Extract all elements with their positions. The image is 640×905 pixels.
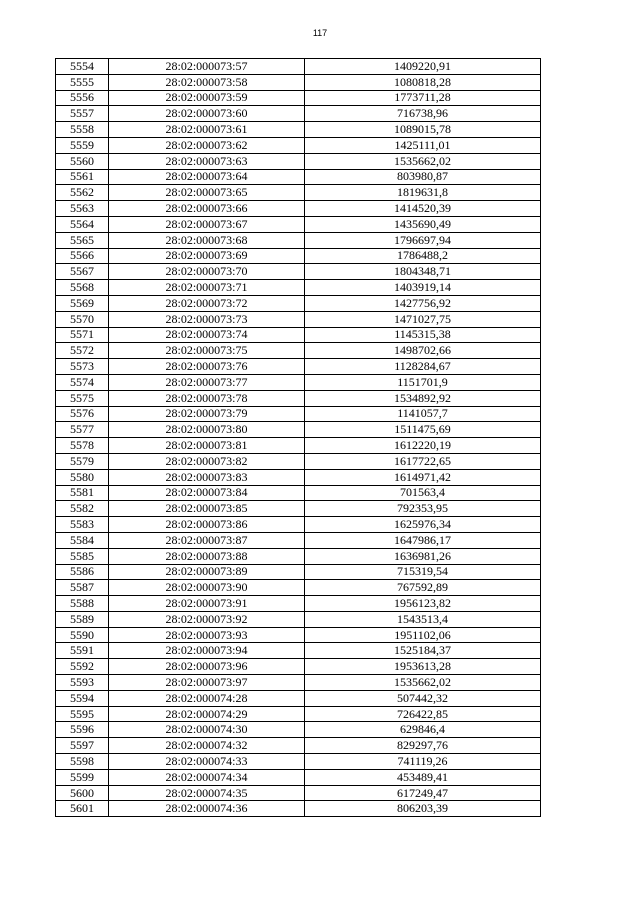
table-row bbox=[56, 201, 541, 217]
value-cell: 1089015,78 bbox=[305, 122, 541, 138]
cadastral-number-cell: 28:02:000073:84 bbox=[109, 485, 305, 501]
table-row bbox=[56, 722, 541, 738]
value-cell: 617249,47 bbox=[305, 785, 541, 801]
value-cell: 1804348,71 bbox=[305, 264, 541, 280]
table-row bbox=[56, 485, 541, 501]
row-number-cell: 5558 bbox=[56, 122, 109, 138]
table-row bbox=[56, 106, 541, 122]
row-number-cell: 5582 bbox=[56, 501, 109, 517]
row-number-cell: 5596 bbox=[56, 722, 109, 738]
value-cell: 1636981,26 bbox=[305, 548, 541, 564]
row-number-cell: 5600 bbox=[56, 785, 109, 801]
cadastral-number-cell: 28:02:000073:67 bbox=[109, 216, 305, 232]
cadastral-number-cell: 28:02:000073:78 bbox=[109, 390, 305, 406]
cadastral-number-cell: 28:02:000073:75 bbox=[109, 343, 305, 359]
cadastral-number-cell: 28:02:000073:61 bbox=[109, 122, 305, 138]
table-row bbox=[56, 801, 541, 817]
value-cell: 829297,76 bbox=[305, 738, 541, 754]
table-row bbox=[56, 754, 541, 770]
table-row bbox=[56, 738, 541, 754]
row-number-cell: 5581 bbox=[56, 485, 109, 501]
row-number-cell: 5570 bbox=[56, 311, 109, 327]
value-cell: 1128284,67 bbox=[305, 359, 541, 375]
table-row bbox=[56, 564, 541, 580]
cadastral-number-cell: 28:02:000074:34 bbox=[109, 769, 305, 785]
cadastral-number-cell: 28:02:000073:58 bbox=[109, 74, 305, 90]
row-number-cell: 5567 bbox=[56, 264, 109, 280]
cadastral-number-cell: 28:02:000074:33 bbox=[109, 754, 305, 770]
cadastral-number-cell: 28:02:000074:36 bbox=[109, 801, 305, 817]
table-row bbox=[56, 137, 541, 153]
value-cell: 803980,87 bbox=[305, 169, 541, 185]
cadastral-number-cell: 28:02:000073:68 bbox=[109, 232, 305, 248]
value-cell: 629846,4 bbox=[305, 722, 541, 738]
value-cell: 1953613,28 bbox=[305, 659, 541, 675]
row-number-cell: 5576 bbox=[56, 406, 109, 422]
row-number-cell: 5569 bbox=[56, 295, 109, 311]
cadastral-number-cell: 28:02:000073:72 bbox=[109, 295, 305, 311]
row-number-cell: 5590 bbox=[56, 627, 109, 643]
cadastral-number-cell: 28:02:000073:86 bbox=[109, 517, 305, 533]
value-cell: 1498702,66 bbox=[305, 343, 541, 359]
row-number-cell: 5571 bbox=[56, 327, 109, 343]
row-number-cell: 5562 bbox=[56, 185, 109, 201]
table-row bbox=[56, 374, 541, 390]
value-cell: 1786488,2 bbox=[305, 248, 541, 264]
row-number-cell: 5585 bbox=[56, 548, 109, 564]
table-row bbox=[56, 264, 541, 280]
table-row bbox=[56, 453, 541, 469]
table-row bbox=[56, 501, 541, 517]
row-number-cell: 5563 bbox=[56, 201, 109, 217]
table-row bbox=[56, 122, 541, 138]
value-cell: 1535662,02 bbox=[305, 153, 541, 169]
value-cell: 507442,32 bbox=[305, 690, 541, 706]
table-row bbox=[56, 295, 541, 311]
value-cell: 741119,26 bbox=[305, 754, 541, 770]
value-cell: 1951102,06 bbox=[305, 627, 541, 643]
cadastral-number-cell: 28:02:000073:87 bbox=[109, 532, 305, 548]
cadastral-number-cell: 28:02:000073:93 bbox=[109, 627, 305, 643]
value-cell: 1773711,28 bbox=[305, 90, 541, 106]
row-number-cell: 5586 bbox=[56, 564, 109, 580]
cadastral-number-cell: 28:02:000073:79 bbox=[109, 406, 305, 422]
cadastral-number-cell: 28:02:000073:59 bbox=[109, 90, 305, 106]
value-cell: 1403919,14 bbox=[305, 280, 541, 296]
row-number-cell: 5556 bbox=[56, 90, 109, 106]
cadastral-number-cell: 28:02:000073:62 bbox=[109, 137, 305, 153]
value-cell: 1535662,02 bbox=[305, 675, 541, 691]
table-row bbox=[56, 675, 541, 691]
row-number-cell: 5593 bbox=[56, 675, 109, 691]
value-cell: 1625976,34 bbox=[305, 517, 541, 533]
data-table bbox=[55, 58, 541, 817]
value-cell: 1471027,75 bbox=[305, 311, 541, 327]
value-cell: 1427756,92 bbox=[305, 295, 541, 311]
row-number-cell: 5583 bbox=[56, 517, 109, 533]
cadastral-number-cell: 28:02:000073:70 bbox=[109, 264, 305, 280]
table-row bbox=[56, 627, 541, 643]
row-number-cell: 5588 bbox=[56, 596, 109, 612]
row-number-cell: 5591 bbox=[56, 643, 109, 659]
row-number-cell: 5599 bbox=[56, 769, 109, 785]
cadastral-number-cell: 28:02:000073:65 bbox=[109, 185, 305, 201]
value-cell: 715319,54 bbox=[305, 564, 541, 580]
page-number: 117 bbox=[312, 28, 328, 38]
row-number-cell: 5580 bbox=[56, 469, 109, 485]
row-number-cell: 5597 bbox=[56, 738, 109, 754]
value-cell: 792353,95 bbox=[305, 501, 541, 517]
cadastral-number-cell: 28:02:000073:91 bbox=[109, 596, 305, 612]
table-row bbox=[56, 232, 541, 248]
value-cell: 716738,96 bbox=[305, 106, 541, 122]
cadastral-number-cell: 28:02:000073:90 bbox=[109, 580, 305, 596]
table-row bbox=[56, 706, 541, 722]
table-body bbox=[56, 59, 541, 817]
value-cell: 1543513,4 bbox=[305, 611, 541, 627]
row-number-cell: 5578 bbox=[56, 438, 109, 454]
row-number-cell: 5572 bbox=[56, 343, 109, 359]
value-cell: 726422,85 bbox=[305, 706, 541, 722]
row-number-cell: 5565 bbox=[56, 232, 109, 248]
cadastral-number-cell: 28:02:000074:30 bbox=[109, 722, 305, 738]
value-cell: 1409220,91 bbox=[305, 59, 541, 75]
value-cell: 1141057,7 bbox=[305, 406, 541, 422]
value-cell: 1080818,28 bbox=[305, 74, 541, 90]
value-cell: 1617722,65 bbox=[305, 453, 541, 469]
value-cell: 701563,4 bbox=[305, 485, 541, 501]
cadastral-number-cell: 28:02:000073:89 bbox=[109, 564, 305, 580]
row-number-cell: 5568 bbox=[56, 280, 109, 296]
table-row bbox=[56, 659, 541, 675]
cadastral-number-cell: 28:02:000073:69 bbox=[109, 248, 305, 264]
row-number-cell: 5579 bbox=[56, 453, 109, 469]
table-row bbox=[56, 185, 541, 201]
value-cell: 806203,39 bbox=[305, 801, 541, 817]
table-row bbox=[56, 59, 541, 75]
table-row bbox=[56, 438, 541, 454]
cadastral-number-cell: 28:02:000073:71 bbox=[109, 280, 305, 296]
cadastral-number-cell: 28:02:000073:63 bbox=[109, 153, 305, 169]
table-row bbox=[56, 422, 541, 438]
value-cell: 1796697,94 bbox=[305, 232, 541, 248]
table-row bbox=[56, 611, 541, 627]
value-cell: 1956123,82 bbox=[305, 596, 541, 612]
row-number-cell: 5559 bbox=[56, 137, 109, 153]
table-row bbox=[56, 90, 541, 106]
value-cell: 453489,41 bbox=[305, 769, 541, 785]
cadastral-number-cell: 28:02:000073:77 bbox=[109, 374, 305, 390]
row-number-cell: 5595 bbox=[56, 706, 109, 722]
row-number-cell: 5560 bbox=[56, 153, 109, 169]
cadastral-number-cell: 28:02:000073:60 bbox=[109, 106, 305, 122]
value-cell: 1614971,42 bbox=[305, 469, 541, 485]
row-number-cell: 5577 bbox=[56, 422, 109, 438]
cadastral-number-cell: 28:02:000074:28 bbox=[109, 690, 305, 706]
cadastral-number-cell: 28:02:000073:66 bbox=[109, 201, 305, 217]
value-cell: 1534892,92 bbox=[305, 390, 541, 406]
row-number-cell: 5594 bbox=[56, 690, 109, 706]
row-number-cell: 5587 bbox=[56, 580, 109, 596]
table-row bbox=[56, 690, 541, 706]
cadastral-number-cell: 28:02:000073:57 bbox=[109, 59, 305, 75]
cadastral-number-cell: 28:02:000073:94 bbox=[109, 643, 305, 659]
table-row bbox=[56, 469, 541, 485]
row-number-cell: 5561 bbox=[56, 169, 109, 185]
row-number-cell: 5564 bbox=[56, 216, 109, 232]
cadastral-number-cell: 28:02:000073:85 bbox=[109, 501, 305, 517]
row-number-cell: 5573 bbox=[56, 359, 109, 375]
table-row bbox=[56, 596, 541, 612]
table-row bbox=[56, 216, 541, 232]
cadastral-number-cell: 28:02:000073:92 bbox=[109, 611, 305, 627]
table-row bbox=[56, 169, 541, 185]
value-cell: 1612220,19 bbox=[305, 438, 541, 454]
cadastral-number-cell: 28:02:000073:83 bbox=[109, 469, 305, 485]
value-cell: 767592,89 bbox=[305, 580, 541, 596]
row-number-cell: 5557 bbox=[56, 106, 109, 122]
table-row bbox=[56, 390, 541, 406]
table-row bbox=[56, 359, 541, 375]
table-row bbox=[56, 280, 541, 296]
table-row bbox=[56, 532, 541, 548]
table-row bbox=[56, 769, 541, 785]
table-row bbox=[56, 548, 541, 564]
value-cell: 1435690,49 bbox=[305, 216, 541, 232]
cadastral-number-cell: 28:02:000073:82 bbox=[109, 453, 305, 469]
value-cell: 1145315,38 bbox=[305, 327, 541, 343]
row-number-cell: 5598 bbox=[56, 754, 109, 770]
cadastral-number-cell: 28:02:000073:74 bbox=[109, 327, 305, 343]
cadastral-number-cell: 28:02:000074:32 bbox=[109, 738, 305, 754]
table-row bbox=[56, 153, 541, 169]
value-cell: 1525184,37 bbox=[305, 643, 541, 659]
table-row bbox=[56, 517, 541, 533]
row-number-cell: 5566 bbox=[56, 248, 109, 264]
row-number-cell: 5601 bbox=[56, 801, 109, 817]
row-number-cell: 5589 bbox=[56, 611, 109, 627]
cadastral-number-cell: 28:02:000073:88 bbox=[109, 548, 305, 564]
cadastral-number-cell: 28:02:000073:80 bbox=[109, 422, 305, 438]
row-number-cell: 5574 bbox=[56, 374, 109, 390]
row-number-cell: 5575 bbox=[56, 390, 109, 406]
cadastral-number-cell: 28:02:000073:97 bbox=[109, 675, 305, 691]
value-cell: 1647986,17 bbox=[305, 532, 541, 548]
table-row bbox=[56, 311, 541, 327]
value-cell: 1425111,01 bbox=[305, 137, 541, 153]
cadastral-number-cell: 28:02:000073:96 bbox=[109, 659, 305, 675]
row-number-cell: 5555 bbox=[56, 74, 109, 90]
table-row bbox=[56, 343, 541, 359]
row-number-cell: 5584 bbox=[56, 532, 109, 548]
table-row bbox=[56, 248, 541, 264]
table-row bbox=[56, 785, 541, 801]
cadastral-number-cell: 28:02:000073:64 bbox=[109, 169, 305, 185]
cadastral-number-cell: 28:02:000073:73 bbox=[109, 311, 305, 327]
table-row bbox=[56, 643, 541, 659]
cadastral-number-cell: 28:02:000074:35 bbox=[109, 785, 305, 801]
value-cell: 1151701,9 bbox=[305, 374, 541, 390]
cadastral-number-cell: 28:02:000073:76 bbox=[109, 359, 305, 375]
table-row bbox=[56, 580, 541, 596]
value-cell: 1819631,8 bbox=[305, 185, 541, 201]
value-cell: 1414520,39 bbox=[305, 201, 541, 217]
table-row bbox=[56, 74, 541, 90]
cadastral-number-cell: 28:02:000074:29 bbox=[109, 706, 305, 722]
cadastral-number-cell: 28:02:000073:81 bbox=[109, 438, 305, 454]
table-row bbox=[56, 327, 541, 343]
row-number-cell: 5554 bbox=[56, 59, 109, 75]
table-row bbox=[56, 406, 541, 422]
row-number-cell: 5592 bbox=[56, 659, 109, 675]
value-cell: 1511475,69 bbox=[305, 422, 541, 438]
